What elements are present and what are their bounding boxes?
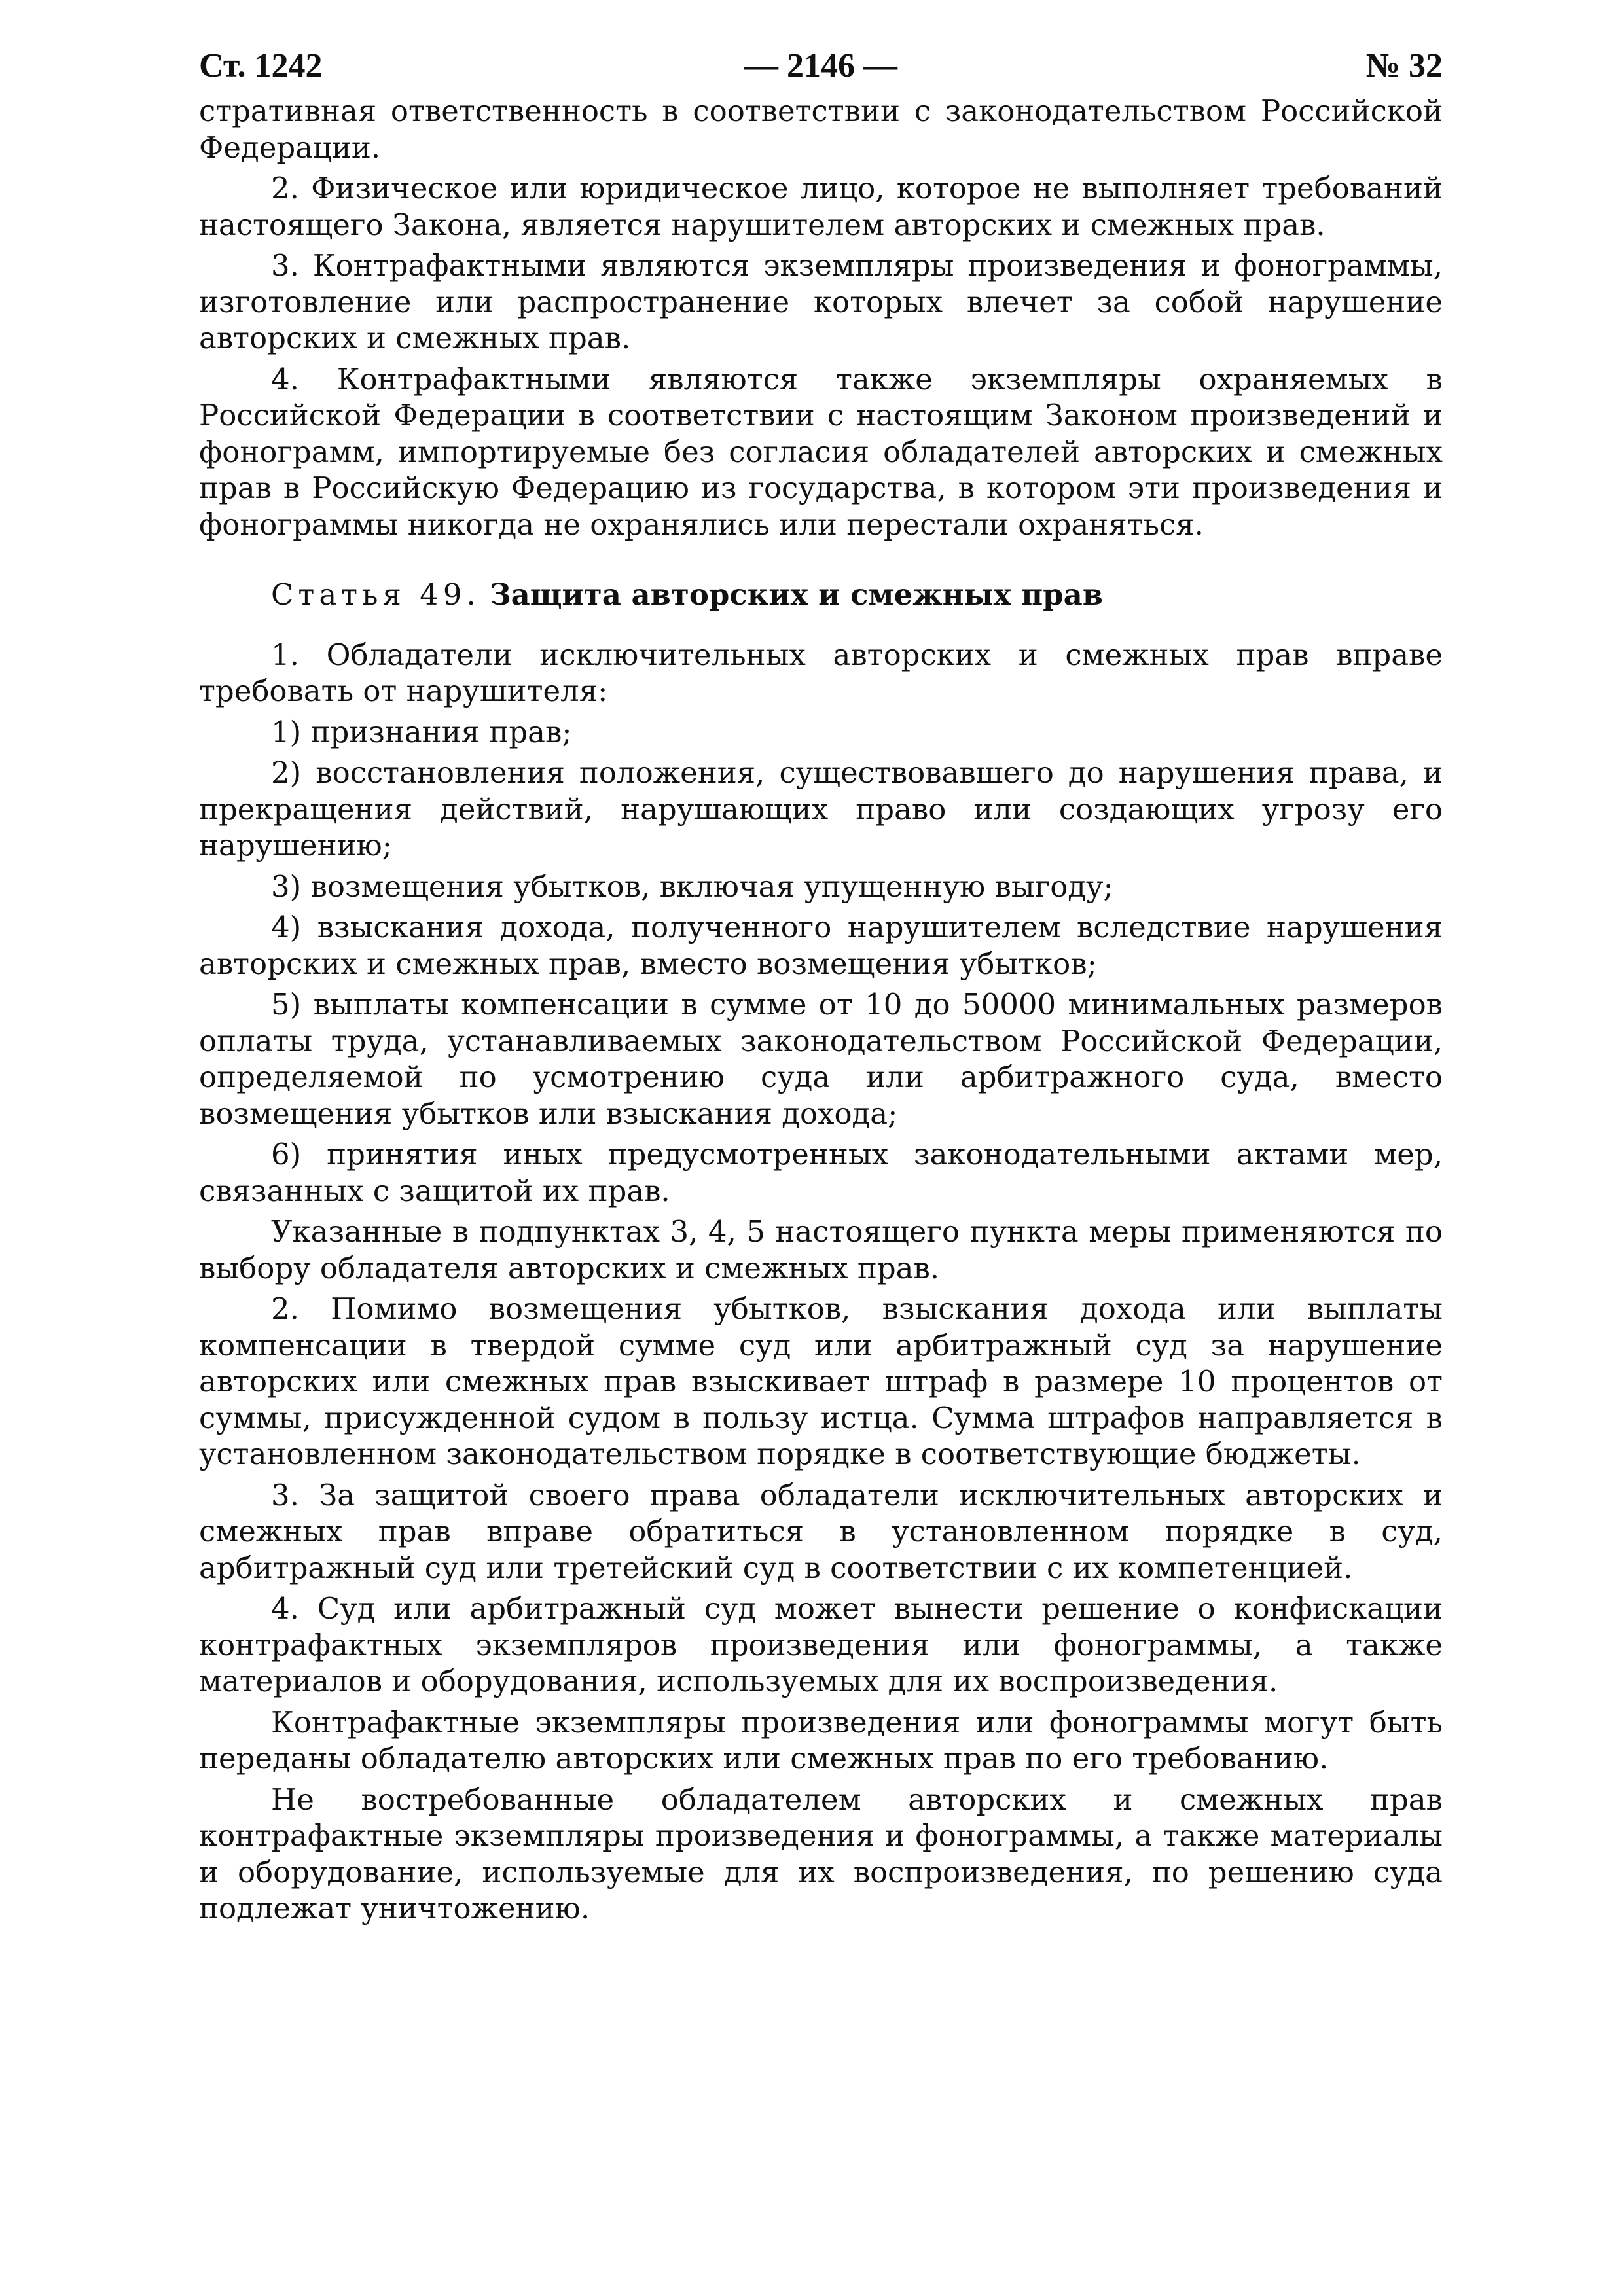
article-paragraph-2: 2. Помимо возмещения убытков, взыскания дохода или выплаты компенсации в твердой сумме суд или арбитражный суд за нарушение авторских или смежных прав взыскивает штраф в размере 10 процентов от суммы, присужденной судом в пользу истца. Сумма штрафов направляется в установленном законодательством порядке в соответствующие бюджеты. — [199, 1291, 1443, 1471]
article-paragraph-3: 3. За защитой своего права обладатели исключительных авторских и смежных прав вправе обратиться в установленном порядке в суд, арбитражный суд или третейский суд в соответствии с их компетенцией. — [199, 1477, 1443, 1585]
issue-number: № 32 — [1365, 47, 1443, 84]
paragraph-item-2: 2. Физическое или юридическое лицо, которое не выполняет требований настоящего Закона, является нарушителем авторских и смежных прав. — [199, 171, 1443, 242]
page-number: — 2146 — — [744, 47, 897, 84]
article-label: Статья 49. — [271, 577, 480, 612]
paragraph-continuation: стративная ответственность в соответствии с законодательством Российской Федерации. — [199, 94, 1443, 165]
article-paragraph-4-final: Не востребованные обладателем авторских и смежных прав контрафактные экземпляры произведения и фонограммы, а также материалы и оборудование, используемые для их воспроизведения, по решению суда подлежат уничтожению. — [199, 1782, 1443, 1926]
subitem-1: 1) признания прав; — [271, 714, 572, 749]
subitem-5: 5) выплаты компенсации в сумме от 10 до 50000 минимальных размеров оплаты труда, устанавливаемых законодательством Российской Федерации, определяемой по усмотрению суда или арбитражного суда, вместо возмещения убытков или взыскания дохода; — [199, 987, 1443, 1131]
page-header — [199, 41, 1443, 92]
subitem-3: 3) возмещения убытков, включая упущенную выгоду; — [271, 869, 1113, 904]
article-paragraph-1: 1. Обладатели исключительных авторских и смежных прав вправе требовать от нарушителя: — [199, 637, 1443, 708]
paragraph-item-4: 4. Контрафактными являются также экземпляры охраняемых в Российской Федерации в соответствии с настоящим Законом произведений и фонограмм, импортируемые без согласия обладателей авторских и смежных прав в Российскую Федерацию из государства, в котором эти произведения и фонограммы никогда не охранялись или перестали охраняться. — [199, 361, 1443, 542]
article-paragraph-4-continued: Контрафактные экземпляры произведения или фонограммы могут быть переданы обладателю авторских или смежных прав по его требованию. — [199, 1704, 1443, 1776]
article-title: Защита авторских и смежных прав — [490, 577, 1104, 612]
document-body — [199, 93, 1443, 1927]
document-page — [199, 41, 1443, 1931]
article-heading — [199, 577, 1443, 613]
subitems-note: Указанные в подпунктах 3, 4, 5 настоящего пункта меры применяются по выбору обладателя авторских и смежных прав. — [199, 1214, 1443, 1285]
subitem-2: 2) восстановления положения, существовавшего до нарушения права, и прекращения действий, нарушающих право или создающих угрозу его нарушению; — [199, 755, 1443, 863]
article-paragraph-4: 4. Суд или арбитражный суд может вынести решение о конфискации контрафактных экземпляров произведения или фонограммы, а также материалов и оборудования, используемых для их воспроизведения. — [199, 1591, 1443, 1698]
subitem-6: 6) принятия иных предусмотренных законодательными актами мер, связанных с защитой их прав. — [199, 1137, 1443, 1208]
subitem-4: 4) взыскания дохода, полученного нарушителем вследствие нарушения авторских и смежных прав, вместо возмещения убытков; — [199, 910, 1443, 981]
article-reference: Ст. 1242 — [199, 47, 323, 84]
paragraph-item-3: 3. Контрафактными являются экземпляры произведения и фонограммы, изготовление или распространение которых влечет за собой нарушение авторских и смежных прав. — [199, 248, 1443, 355]
